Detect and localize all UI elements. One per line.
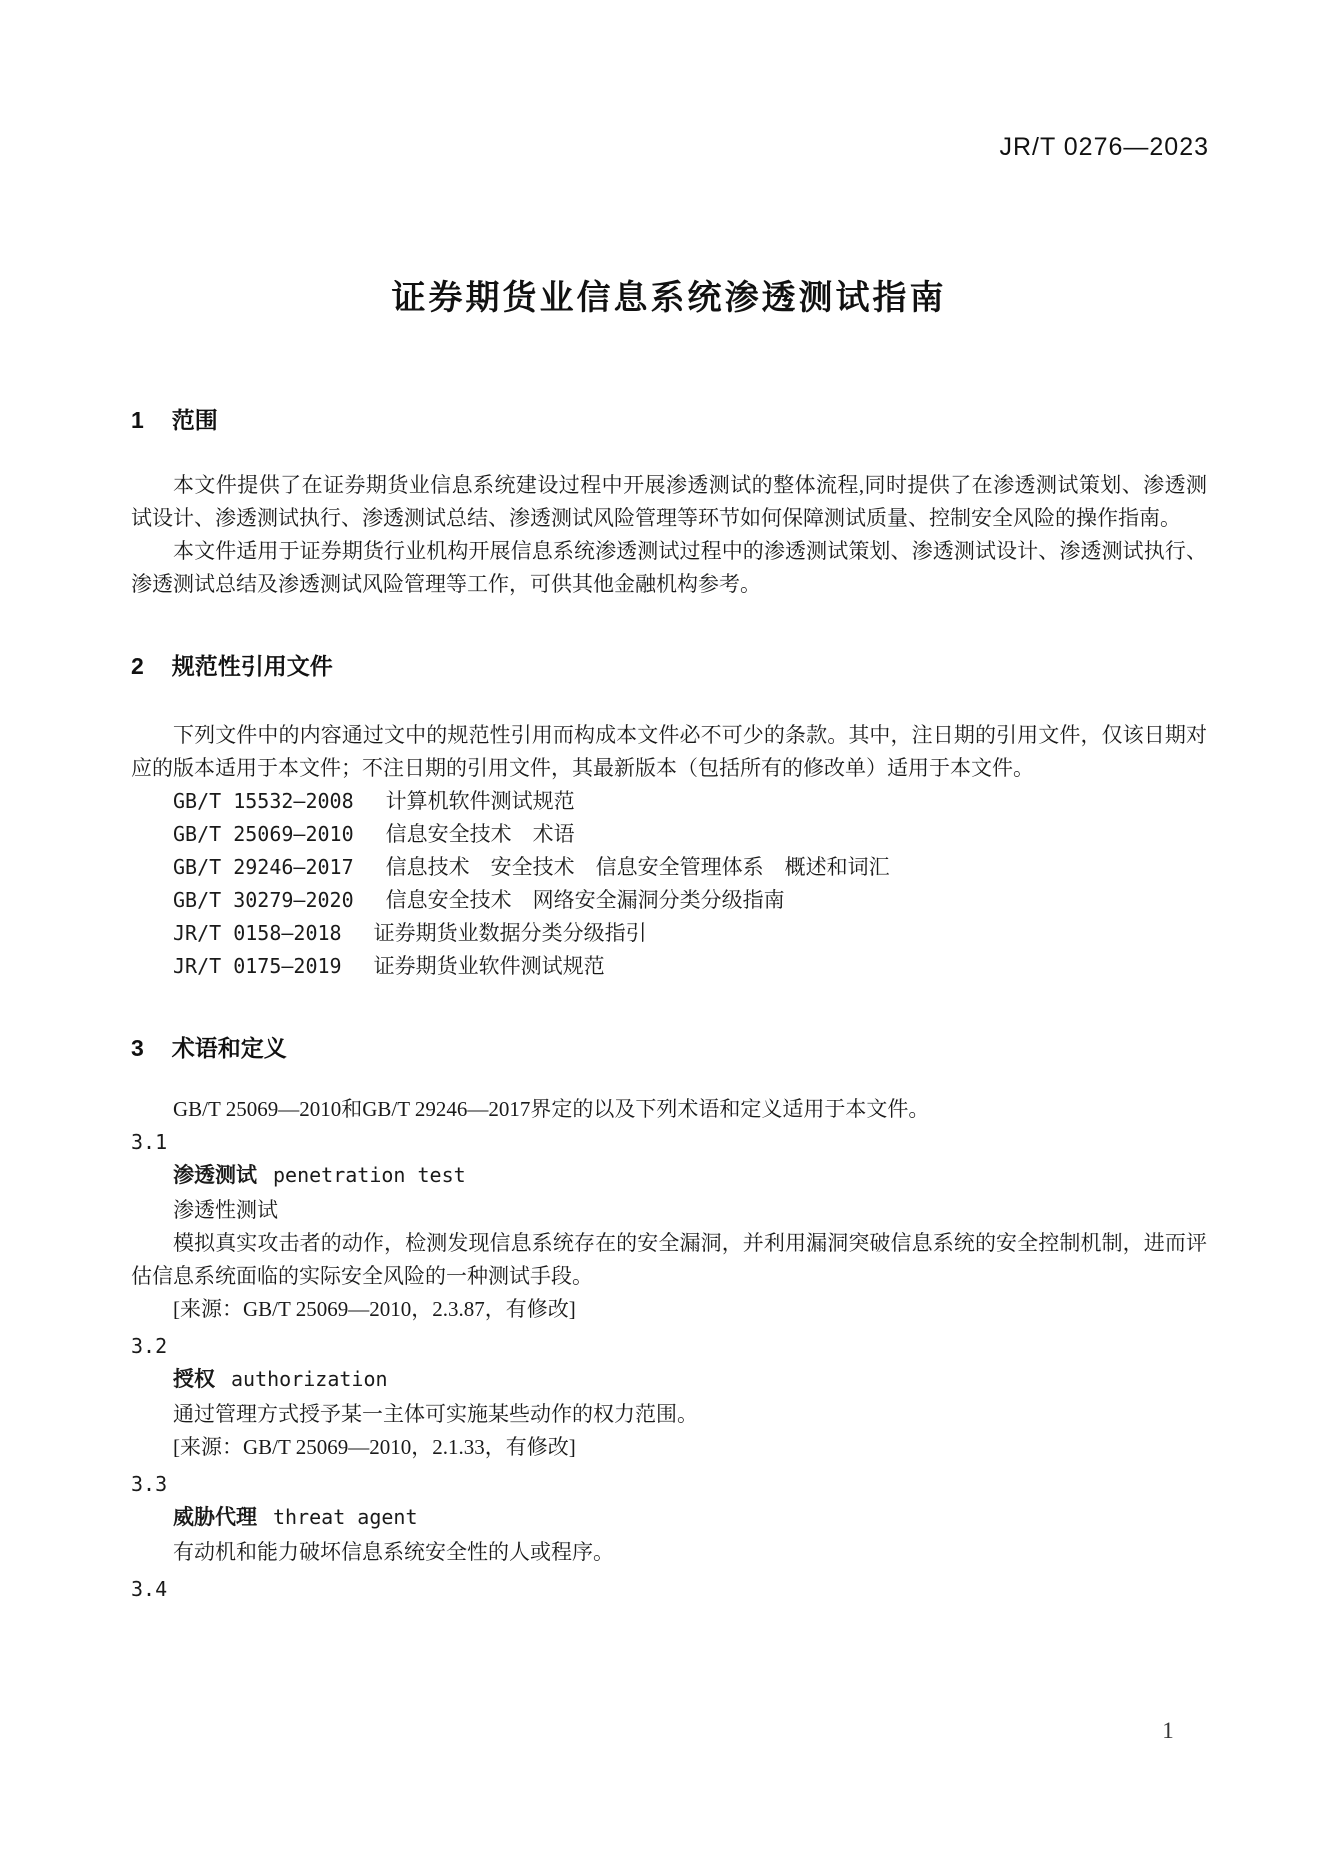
scope-paragraph-2: 本文件适用于证券期货行业机构开展信息系统渗透测试过程中的渗透测试策划、渗透测试设计、渗透测试执行、渗透测试总结及渗透测试风险管理等工作，可供其他金融机构参考。 xyxy=(131,539,1207,596)
document-body xyxy=(131,0,1207,1606)
scope-paragraph-1: 本文件提供了在证券期货业信息系统建设过程中开展渗透测试的整体流程,同时提供了在渗透测试策划、渗透测试设计、渗透测试执行、渗透测试总结、渗透测试风险管理等环节如何保障测试质量、控制安全风险的操作指南。 xyxy=(131,473,1207,530)
reference-code: GB/T 29246—2017 xyxy=(173,855,354,879)
term-number: 3.3 xyxy=(131,1472,168,1496)
reference-title: 信息安全技术 术语 xyxy=(385,822,575,846)
term-name-en: penetration test xyxy=(273,1163,466,1187)
reference-item xyxy=(131,917,1207,950)
term-number: 3.2 xyxy=(131,1334,168,1358)
document-title: 证券期货业信息系统渗透测试指南 xyxy=(391,279,947,317)
standard-number: JR/T 0276—2023 xyxy=(999,133,1209,161)
term-number: 3.1 xyxy=(131,1130,168,1154)
reference-item xyxy=(131,884,1207,917)
term-3-2 xyxy=(131,1330,1207,1464)
reference-title: 信息技术 安全技术 信息安全管理体系 概述和词汇 xyxy=(385,855,890,879)
section-2-number: 2 xyxy=(131,653,144,679)
section-1-heading xyxy=(131,405,1207,435)
term-3-1 xyxy=(131,1126,1207,1326)
reference-title: 证券期货业软件测试规范 xyxy=(373,954,605,978)
term-definition: 通过管理方式授予某一主体可实施某些动作的权力范围。 xyxy=(173,1402,698,1426)
section-3-number: 3 xyxy=(131,1035,144,1061)
reference-code: JR/T 0175—2019 xyxy=(173,954,342,978)
reference-item xyxy=(131,785,1207,818)
term-number: 3.4 xyxy=(131,1577,168,1601)
reference-code: JR/T 0158—2018 xyxy=(173,921,342,945)
section-3-heading xyxy=(131,1033,1207,1063)
reference-code: GB/T 15532—2008 xyxy=(173,789,354,813)
term-3-3 xyxy=(131,1468,1207,1569)
section-1-title: 范围 xyxy=(171,407,218,433)
term-definition: 有动机和能力破坏信息系统安全性的人或程序。 xyxy=(173,1540,614,1564)
term-name-en: authorization xyxy=(231,1367,388,1391)
terms-intro-paragraph: GB/T 25069—2010和GB/T 29246—2017界定的以及下列术语和定义适用于本文件。 xyxy=(173,1097,930,1121)
reference-code: GB/T 25069—2010 xyxy=(173,822,354,846)
term-name-zh: 授权 xyxy=(173,1368,215,1391)
term-name-line xyxy=(131,1501,1207,1536)
term-name-line xyxy=(131,1363,1207,1398)
reference-item xyxy=(131,851,1207,884)
term-source: [来源：GB/T 25069—2010，2.1.33，有修改] xyxy=(173,1435,576,1459)
references-intro-paragraph: 下列文件中的内容通过文中的规范性引用而构成本文件必不可少的条款。其中，注日期的引用文件，仅该日期对应的版本适用于本文件；不注日期的引用文件，其最新版本（包括所有的修改单）适用于本文件。 xyxy=(131,723,1207,780)
reference-title: 证券期货业数据分类分级指引 xyxy=(373,921,647,945)
section-3-title: 术语和定义 xyxy=(171,1035,287,1061)
reference-item xyxy=(131,818,1207,851)
section-2-title: 规范性引用文件 xyxy=(171,653,333,679)
term-name-en: threat agent xyxy=(273,1505,418,1529)
term-3-4 xyxy=(131,1573,1207,1606)
reference-title: 信息安全技术 网络安全漏洞分类分级指南 xyxy=(385,888,785,912)
page-number: 1 xyxy=(1162,1718,1174,1743)
term-synonym: 渗透性测试 xyxy=(173,1198,278,1222)
reference-code: GB/T 30279—2020 xyxy=(173,888,354,912)
section-1-number: 1 xyxy=(131,407,144,433)
section-2-heading xyxy=(131,651,1207,681)
term-definition: 模拟真实攻击者的动作，检测发现信息系统存在的安全漏洞，并利用漏洞突破信息系统的安全控制机制，进而评估信息系统面临的实际安全风险的一种测试手段。 xyxy=(131,1231,1207,1288)
term-name-zh: 威胁代理 xyxy=(173,1506,257,1529)
term-name-zh: 渗透测试 xyxy=(173,1164,257,1187)
reference-item xyxy=(131,950,1207,983)
reference-list xyxy=(131,785,1207,983)
reference-title: 计算机软件测试规范 xyxy=(385,789,575,813)
term-source: [来源：GB/T 25069—2010，2.3.87，有修改] xyxy=(173,1297,576,1321)
term-name-line xyxy=(131,1159,1207,1194)
